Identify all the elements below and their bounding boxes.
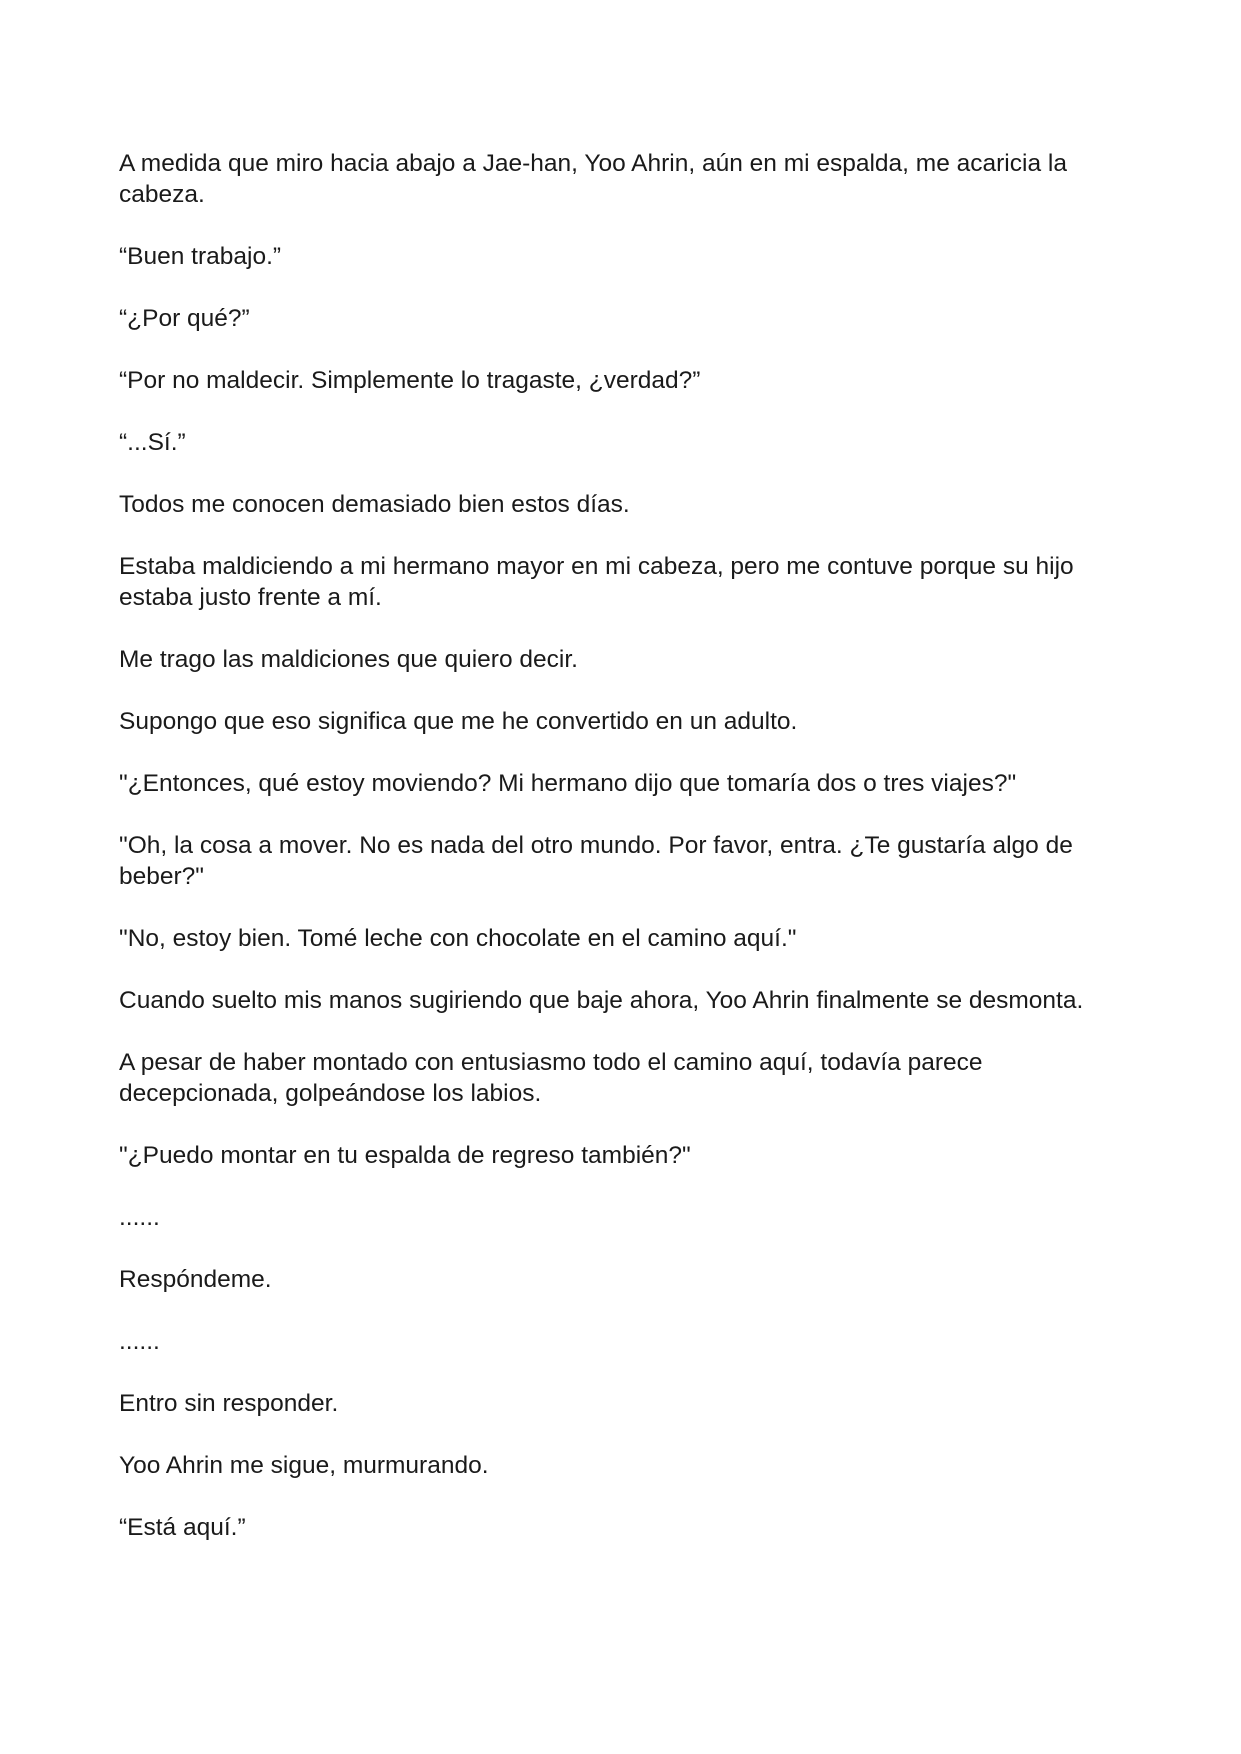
paragraph: ......: [119, 1328, 160, 1355]
document-body: [119, 148, 1129, 1543]
paragraph: "¿Puedo montar en tu espalda de regreso también?": [119, 1142, 691, 1169]
paragraph: ......: [119, 1204, 160, 1231]
paragraph: “Buen trabajo.”: [119, 243, 282, 270]
paragraph: "¿Entonces, qué estoy moviendo? Mi hermano dijo que tomaría dos o tres viajes?": [119, 770, 1017, 797]
paragraph: A medida que miro hacia abajo a Jae-han, Yoo Ahrin, aún en mi espalda, me acaricia la cabeza.: [119, 150, 1067, 208]
paragraph: “Está aquí.”: [119, 1514, 246, 1541]
paragraph: Yoo Ahrin me sigue, murmurando.: [119, 1452, 489, 1479]
paragraph: Respóndeme.: [119, 1266, 272, 1293]
paragraph: Entro sin responder.: [119, 1390, 339, 1417]
paragraph: “Por no maldecir. Simplemente lo tragaste, ¿verdad?”: [119, 367, 701, 394]
paragraph: “¿Por qué?”: [119, 305, 250, 332]
paragraph: "Oh, la cosa a mover. No es nada del otro mundo. Por favor, entra. ¿Te gustaría algo de beber?": [119, 832, 1073, 890]
paragraph: Supongo que eso significa que me he convertido en un adulto.: [119, 708, 798, 735]
paragraph: “...Sí.”: [119, 429, 186, 456]
paragraph: Todos me conocen demasiado bien estos días.: [119, 491, 630, 518]
paragraph: Me trago las maldiciones que quiero decir.: [119, 646, 578, 673]
paragraph: A pesar de haber montado con entusiasmo todo el camino aquí, todavía parece decepcionada, golpeándose los labios.: [119, 1049, 983, 1107]
paragraph: "No, estoy bien. Tomé leche con chocolate en el camino aquí.": [119, 925, 797, 952]
paragraph: Cuando suelto mis manos sugiriendo que baje ahora, Yoo Ahrin finalmente se desmonta.: [119, 987, 1084, 1014]
paragraph: Estaba maldiciendo a mi hermano mayor en mi cabeza, pero me contuve porque su hijo estaba justo frente a mí.: [119, 553, 1074, 611]
